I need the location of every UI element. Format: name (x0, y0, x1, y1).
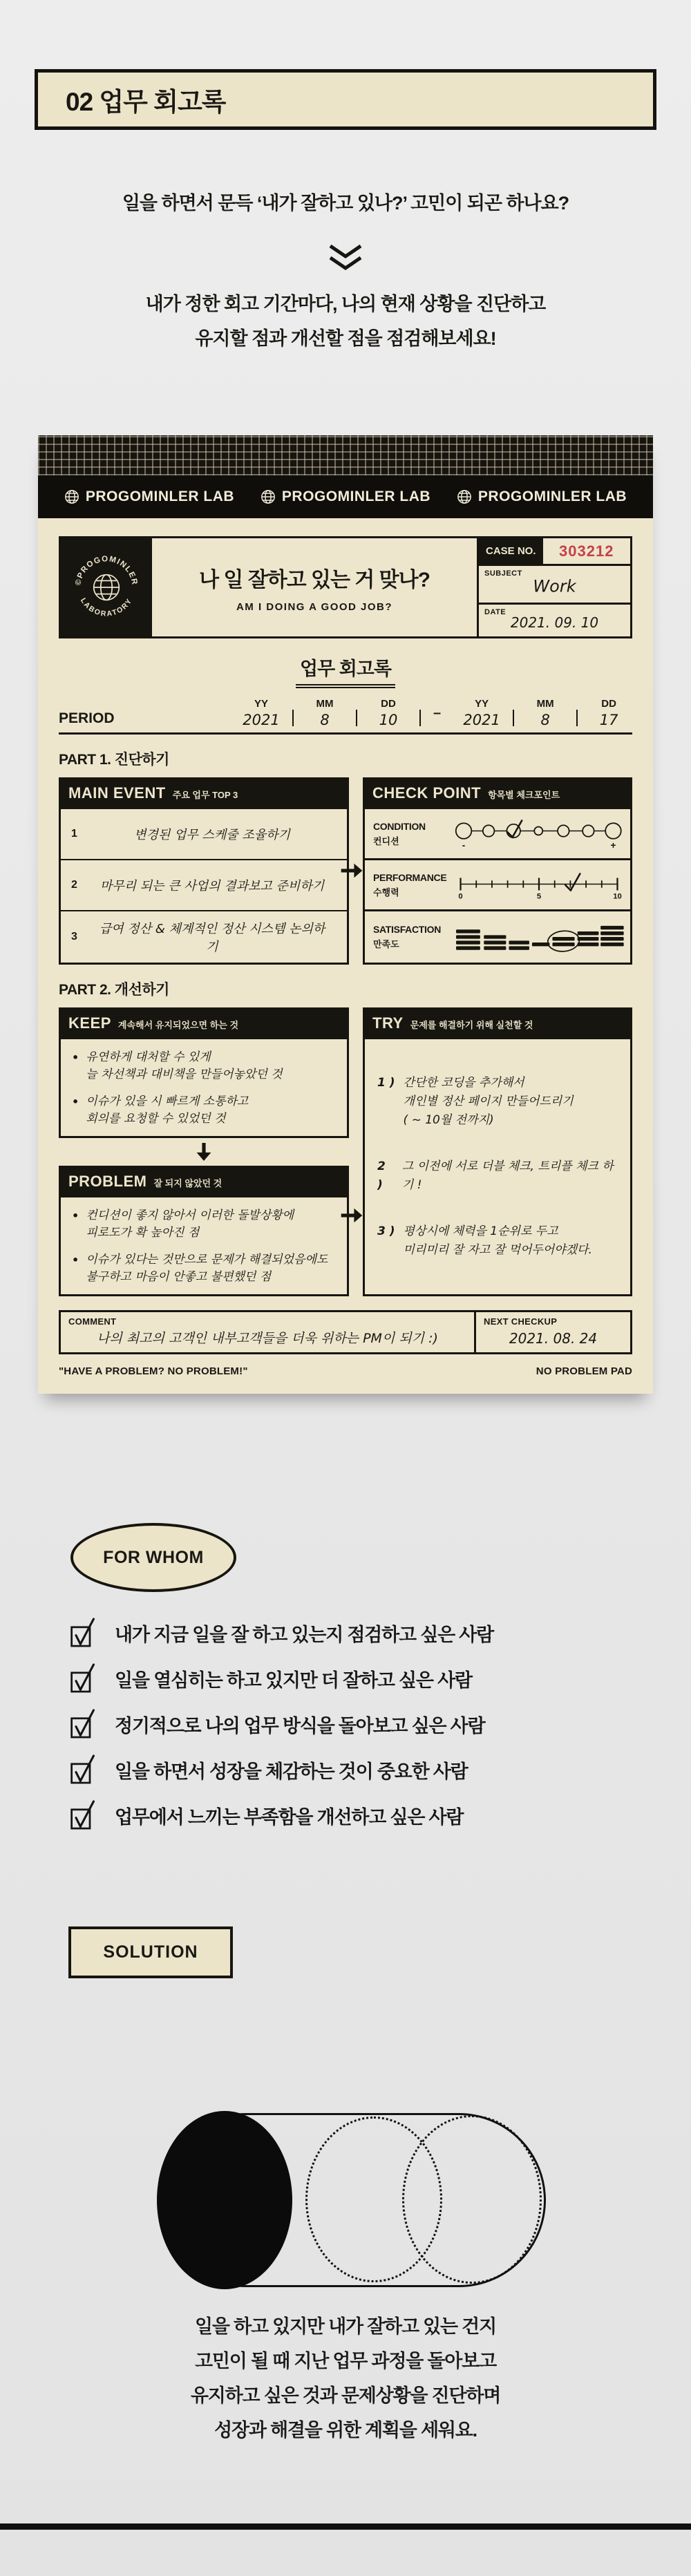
solution-description-line: 성장과 해결을 위한 계획을 세워요. (214, 2420, 477, 2441)
condition-plus: + (610, 840, 616, 851)
lab-name: PROGOMINLER LAB (477, 489, 627, 504)
checkbox-icon (69, 1616, 97, 1650)
period-label: PERIOD (59, 710, 115, 726)
globe-icon (457, 489, 472, 504)
condition-scale-icon (453, 812, 625, 856)
checkbox-icon (69, 1707, 97, 1741)
check-point-box (363, 777, 632, 965)
checkbox-icon (69, 1798, 97, 1832)
part1-grid (59, 777, 632, 965)
chevron-down-icon (326, 243, 365, 276)
period-col-yy: YY (254, 698, 268, 710)
period-col-yy: YY (475, 698, 489, 710)
try-item: 3 ) 평상시에 체력을 1순위로 두고 미리미리 잘 자고 잘 먹어두어야겠다. (377, 1224, 592, 1257)
main-event-row (61, 911, 347, 963)
globe-icon (261, 489, 276, 504)
comment-row (59, 1310, 632, 1354)
checklist-item (69, 1610, 636, 1656)
main-event-row-text: 변경된 업무 스케줄 조율하기 (134, 828, 290, 842)
document-title-korean: 나 일 잘하고 있는 거 맞나? (199, 568, 430, 591)
period-divider (513, 710, 514, 726)
main-event-row-number: 2 (71, 879, 77, 891)
lab-banner (38, 475, 653, 518)
main-event-header (59, 777, 349, 809)
globe-icon (64, 489, 79, 504)
period-row (59, 698, 632, 735)
part2-heading: PART 2. 개선하기 (59, 982, 169, 998)
period-col-dd: DD (601, 698, 616, 710)
subject-value: Work (533, 576, 576, 596)
stamp-bottom-text: LABORATORY (78, 596, 135, 618)
keep-bullet: • 유연하게 대처할 수 있게 늘 차선책과 대비책을 만들어놓았던 것 (72, 1050, 283, 1081)
period-end-group (452, 698, 638, 728)
document-title-block (152, 538, 477, 636)
next-checkup-label: NEXT CHECKUP (484, 1316, 558, 1327)
lab-banner-item (261, 489, 430, 505)
try-subtitle: 문제를 해결하기 위해 실천할 것 (410, 1020, 533, 1030)
page-title-text: 02 업무 회고록 (66, 88, 226, 116)
checklist-item-label: 정기적으로 나의 업무 방식을 돌아보고 싶은 사람 (115, 1715, 485, 1736)
period-col-mm: MM (316, 698, 334, 710)
performance-row (365, 860, 630, 911)
condition-label-en: CONDITION (373, 820, 426, 832)
try-box (363, 1007, 632, 1296)
right-arrow-icon (340, 1206, 363, 1228)
for-whom-label: FOR WHOM (103, 1547, 204, 1567)
main-event-row-number: 3 (71, 931, 77, 943)
period-col-dd: DD (381, 698, 396, 710)
keep-header (59, 1007, 349, 1039)
satisfaction-label-ko: 만족도 (373, 939, 399, 949)
period-divider (419, 710, 421, 726)
paper-footer (59, 1365, 632, 1377)
satisfaction-label-en: SATISFACTION (373, 924, 442, 935)
part2-grid (59, 1007, 632, 1296)
lab-banner-item (457, 489, 627, 505)
performance-scale-icon (453, 863, 625, 907)
condition-label-ko: 컨디션 (373, 835, 399, 846)
try-title: TRY (372, 1014, 404, 1032)
checklist-item (69, 1747, 636, 1792)
bottom-divider (0, 2523, 691, 2530)
intro-text-2 (0, 287, 691, 356)
period-divider (356, 710, 357, 726)
date-label: DATE (484, 607, 507, 616)
period-divider (292, 710, 294, 726)
section-title-text: 업무 회고록 (296, 654, 395, 688)
period-start-dd: 10 (379, 712, 398, 728)
check-point-header (363, 777, 632, 809)
solution-description (0, 2309, 691, 2447)
performance-tick-0: 0 (458, 892, 463, 901)
filled-circle (157, 2111, 292, 2289)
case-no-value: 303212 (559, 542, 614, 560)
intro-text-1: 일을 하면서 문득 ‘내가 잘하고 있나?’ 고민이 되곤 하나요? (122, 193, 569, 214)
checkbox-icon (69, 1752, 97, 1787)
retrospective-notepad (38, 435, 653, 1394)
lab-name: PROGOMINLER LAB (85, 489, 235, 504)
checklist-item (69, 1792, 636, 1838)
notepad-paper (38, 518, 653, 1394)
main-event-row-number: 1 (71, 828, 77, 840)
next-checkup-box (474, 1312, 630, 1352)
next-checkup-value: 2021. 08. 24 (509, 1330, 598, 1347)
period-start-yy: 2021 (243, 712, 280, 728)
checklist-item (69, 1701, 636, 1747)
period-start-group (231, 698, 422, 728)
satisfaction-row (365, 911, 630, 963)
problem-bullet: • 이슈가 있다는 것만으로 문제가 해결되었음에도 불구하고 마음이 안좋고 불편했던 점 (72, 1253, 328, 1284)
main-event-row-text: 마무리 되는 큰 사업의 결과보고 준비하기 (100, 879, 325, 893)
checklist-item (69, 1656, 636, 1701)
svg-text:©PROGOMINLER (74, 555, 138, 586)
period-end-mm: 8 (540, 712, 550, 728)
solution-description-line: 고민이 될 때 지난 업무 과정을 돌아보고 (195, 2351, 496, 2371)
part1-heading: PART 1. 진단하기 (59, 752, 169, 768)
paper-footer-brand: NO PROBLEM PAD (536, 1365, 632, 1377)
keep-bullet: • 이슈가 있을 시 빠르게 소통하고 회의를 요청할 수 있었던 것 (72, 1095, 249, 1126)
check-point-title: CHECK POINT (372, 784, 482, 802)
performance-check-mark (565, 873, 580, 890)
main-event-row-text: 급여 정산 & 체계적인 정산 시스템 논의하기 (99, 922, 325, 954)
period-col-mm: MM (536, 698, 554, 710)
checklist-item-label: 일을 하면서 성장을 체감하는 것이 중요한 사람 (115, 1761, 468, 1782)
section-title (59, 654, 632, 688)
satisfaction-scale-icon (453, 915, 625, 959)
checklist-item-label: 업무에서 느끼는 부족함을 개선하고 싶은 사람 (115, 1806, 464, 1828)
notepad-perforation-strip (38, 435, 653, 475)
solution-label: SOLUTION (103, 1942, 198, 1962)
main-event-row (61, 809, 347, 860)
right-arrow-icon (340, 862, 363, 883)
condition-minus: - (462, 840, 466, 851)
main-event-row (61, 860, 347, 911)
try-header (363, 1007, 632, 1039)
performance-label-ko: 수행력 (373, 887, 399, 898)
subject-row (479, 566, 630, 605)
lab-stamp-icon (70, 551, 143, 624)
document-header (59, 536, 632, 638)
period-start-mm: 8 (320, 712, 330, 728)
subject-label: SUBJECT (484, 569, 522, 578)
solution-description-line: 일을 하고 있지만 내가 잘하고 있는 건지 (195, 2316, 496, 2337)
solution-badge (68, 1926, 233, 1978)
problem-subtitle: 잘 되지 않았던 것 (153, 1178, 223, 1188)
main-event-box (59, 777, 349, 965)
comment-label: COMMENT (68, 1316, 117, 1327)
main-event-title: MAIN EVENT (68, 784, 166, 802)
problem-title: PROBLEM (68, 1173, 147, 1190)
solution-description-line: 유지하고 싶은 것과 문제상황을 진단하며 (190, 2385, 501, 2406)
problem-header (59, 1166, 349, 1197)
date-value: 2021. 09. 10 (510, 614, 599, 631)
lab-name: PROGOMINLER LAB (281, 489, 431, 504)
period-dash: – (433, 705, 442, 721)
check-point-subtitle: 항목별 체크포인트 (488, 790, 560, 800)
performance-label-en: PERFORMANCE (373, 871, 447, 883)
document-title-english: AM I DOING A GOOD JOB? (236, 600, 393, 613)
keep-title: KEEP (68, 1014, 111, 1032)
checkbox-icon (69, 1661, 97, 1696)
problem-box (59, 1166, 349, 1296)
condition-row (365, 809, 630, 860)
keep-box (59, 1007, 349, 1138)
period-end-yy: 2021 (463, 712, 500, 728)
performance-tick-10: 10 (613, 892, 622, 901)
stamp-top-text: ©PROGOMINLER (74, 555, 139, 587)
page-title (35, 69, 656, 130)
comment-value: 나의 최고의 고객인 내부고객들을 더욱 위하는 PM이 되기 :) (97, 1331, 438, 1346)
period-end-dd: 17 (599, 712, 618, 728)
intro-text-2-line1: 내가 정한 회고 기간마다, 나의 현재 상황을 진단하고 (145, 294, 546, 314)
lab-stamp (61, 538, 152, 636)
capsule-graphic (159, 2113, 546, 2287)
lab-banner-item (64, 489, 234, 505)
case-no-row (479, 538, 630, 566)
keep-subtitle: 계속해서 유지되었으면 하는 것 (117, 1020, 239, 1030)
main-event-subtitle: 주요 업무 TOP 3 (172, 790, 238, 800)
intro-text-2-line2: 유지할 점과 개선할 점을 점검해보세요! (195, 328, 496, 349)
comment-box (61, 1312, 474, 1352)
performance-tick-5: 5 (536, 892, 542, 901)
checklist-item-label: 일을 열심히는 하고 있지만 더 잘하고 싶은 사람 (115, 1669, 472, 1691)
period-divider (576, 710, 578, 726)
down-arrow-icon (59, 1138, 349, 1166)
satisfaction-circle-mark (547, 929, 580, 952)
for-whom-checklist (69, 1610, 636, 1838)
dotted-circle-2 (402, 2115, 542, 2284)
try-item: 2 ) 그 이전에 서로 더블 체크, 트리플 체크 하기 ! (377, 1159, 614, 1192)
problem-bullet: • 컨디션이 좋지 않아서 이러한 돌발상황에 피로도가 확 높아진 점 (72, 1209, 294, 1240)
paper-footer-slogan: "HAVE A PROBLEM? NO PROBLEM!" (59, 1365, 248, 1377)
for-whom-badge (70, 1523, 236, 1592)
part2-left-column (59, 1007, 349, 1296)
date-row (479, 605, 630, 636)
checklist-item-label: 내가 지금 일을 잘 하고 있는지 점검하고 싶은 사람 (115, 1624, 494, 1645)
try-item: 1 ) 간단한 코딩을 추가해서 개인별 정산 페이지 만들어드리기 ( ~ 10월 전까지) (377, 1076, 574, 1127)
document-meta (477, 538, 630, 636)
case-no-label: CASE NO. (479, 538, 543, 564)
